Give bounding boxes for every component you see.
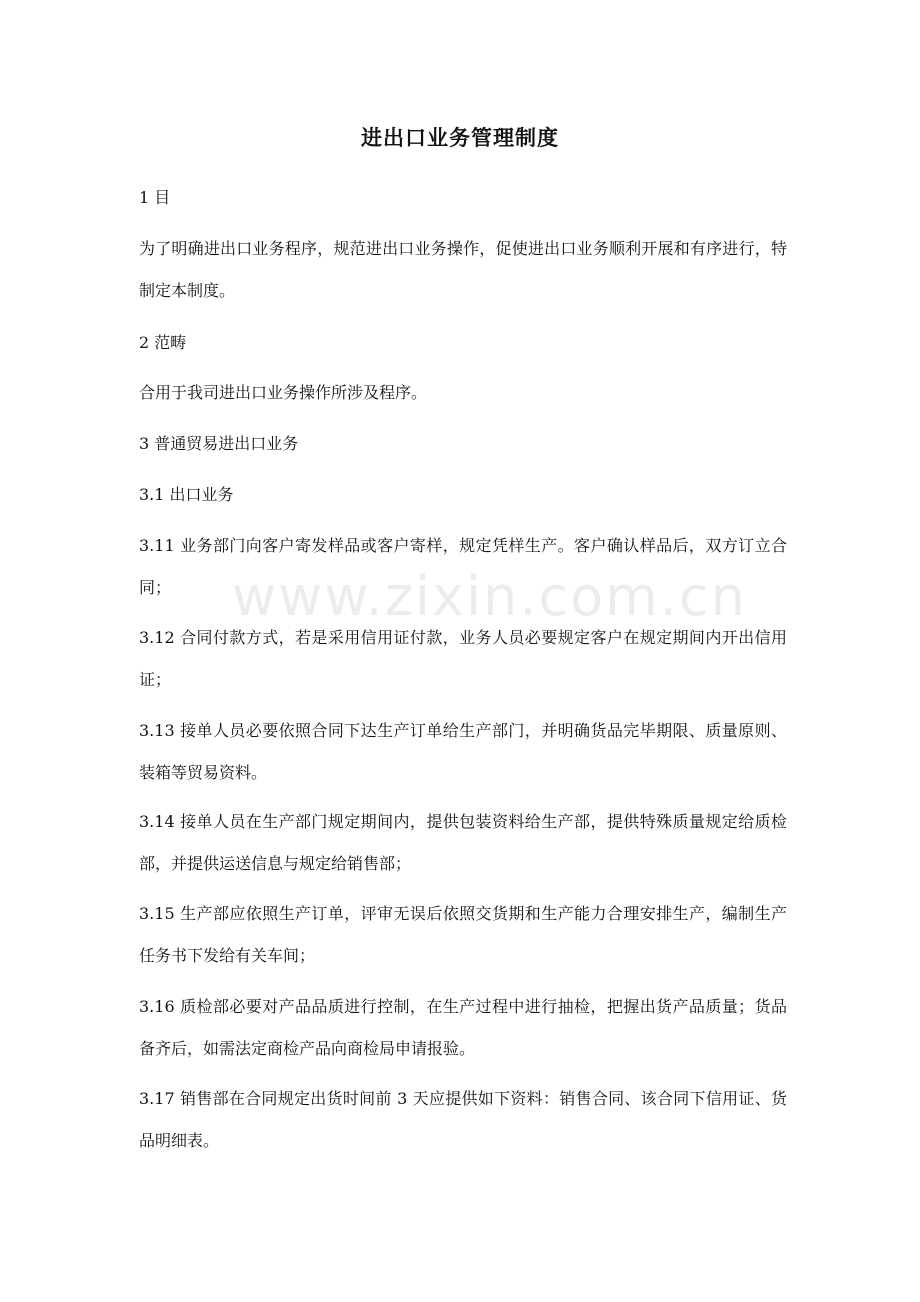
clause-3-13: 3.13 接单人员必要依照合同下达生产订单给生产部门，并明确货品完毕期限、质量原则、装箱等贸易资料。	[139, 721, 787, 782]
subsection-heading-export: 3.1 出口业务	[139, 485, 234, 504]
watermark: www.zixin.com.cn	[232, 565, 747, 628]
clause-3-16: 3.16 质检部必要对产品品质进行控制，在生产过程中进行抽检，把握出货产品质量；货品备齐后，如需法定商检产品向商检局申请报验。	[139, 997, 787, 1058]
section-heading-scope: 2 范畴	[139, 333, 187, 352]
paragraph-purpose: 为了明确进出口业务程序，规范进出口业务操作，促使进出口业务顺利开展和有序进行，特制定本制度。	[139, 239, 787, 300]
clause-3-17: 3.17 销售部在合同规定出货时间前 3 天应提供如下资料：销售合同、该合同下信用证、货品明细表。	[139, 1089, 787, 1150]
clause-3-11: 3.11 业务部门向客户寄发样品或客户寄样，规定凭样生产。客户确认样品后，双方订立合同；	[139, 536, 787, 597]
section-heading-purpose: 1 目	[139, 188, 171, 207]
paragraph-scope: 合用于我司进出口业务操作所涉及程序。	[139, 383, 428, 402]
document-title: 进出口业务管理制度	[361, 125, 559, 150]
clause-3-15: 3.15 生产部应依照生产订单，评审无误后依照交货期和生产能力合理安排生产，编制生产任务书下发给有关车间；	[139, 904, 787, 965]
clause-3-12: 3.12 合同付款方式，若是采用信用证付款，业务人员必要规定客户在规定期间内开出信用证；	[139, 628, 787, 689]
section-heading-general-trade: 3 普通贸易进出口业务	[139, 434, 299, 453]
clause-3-14: 3.14 接单人员在生产部门规定期间内，提供包装资料给生产部，提供特殊质量规定给质检部，并提供运送信息与规定给销售部；	[139, 812, 787, 873]
